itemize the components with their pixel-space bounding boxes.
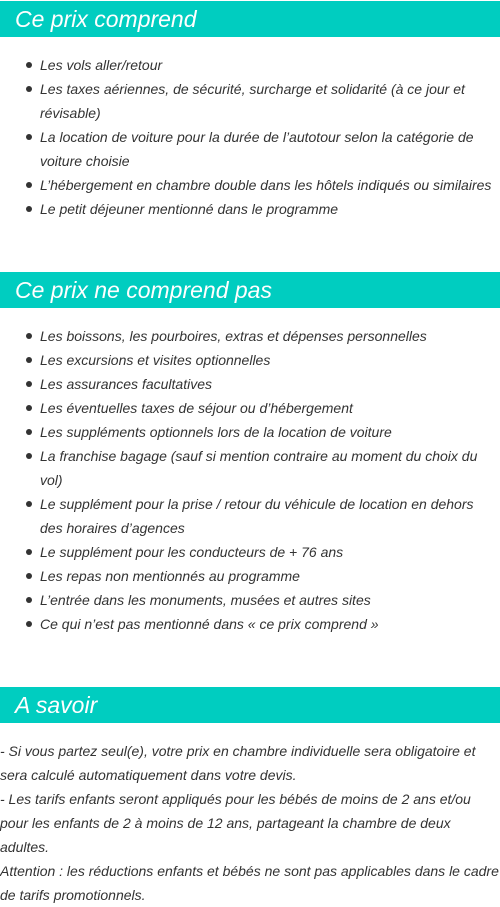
list-item: Le supplément pour les conducteurs de + 76 ans	[0, 540, 500, 564]
list-item: L’hébergement en chambre double dans les hôtels indiqués ou similaires	[0, 173, 500, 197]
list-item: Le petit déjeuner mentionné dans le programme	[0, 197, 500, 221]
not-included-list	[0, 324, 500, 636]
list-item: Les boissons, les pourboires, extras et dépenses personnelles	[0, 324, 500, 348]
list-item: Les vols aller/retour	[0, 53, 500, 77]
list-item: La location de voiture pour la durée de l’autotour selon la catégorie de voiture choisie	[0, 125, 500, 173]
info-paragraph: - Si vous partez seul(e), votre prix en chambre individuelle sera obligatoire et sera calculé automatiquement dans votre devis.	[0, 743, 476, 783]
list-item: Les taxes aériennes, de sécurité, surcharge et solidarité (à ce jour et révisable)	[0, 77, 500, 125]
list-item: La franchise bagage (sauf si mention contraire au moment du choix du vol)	[0, 444, 500, 492]
list-item: Les repas non mentionnés au programme	[0, 564, 500, 588]
section-header-not-included	[0, 272, 500, 308]
section-header-included	[0, 1, 500, 37]
a-savoir-text	[0, 739, 500, 907]
included-list	[0, 53, 500, 221]
section-title-a-savoir: A savoir	[15, 691, 98, 718]
list-item: L’entrée dans les monuments, musées et autres sites	[0, 588, 500, 612]
info-paragraph: Attention : les réductions enfants et bébés ne sont pas applicables dans le cadre de tarifs promotionnels.	[0, 863, 499, 903]
section-title-not-included: Ce prix ne comprend pas	[15, 276, 272, 303]
section-title-included: Ce prix comprend	[15, 5, 197, 32]
list-item: Le supplément pour la prise / retour du véhicule de location en dehors des horaires d’agences	[0, 492, 500, 540]
info-paragraph: - Les tarifs enfants seront appliqués pour les bébés de moins de 2 ans et/ou pour les enfants de 2 à moins de 12 ans, partageant la chambre de deux adultes.	[0, 791, 471, 855]
section-header-a-savoir	[0, 687, 500, 723]
list-item: Les éventuelles taxes de séjour ou d’hébergement	[0, 396, 500, 420]
list-item: Les excursions et visites optionnelles	[0, 348, 500, 372]
list-item: Ce qui n’est pas mentionné dans « ce prix comprend »	[0, 612, 500, 636]
list-item: Les suppléments optionnels lors de la location de voiture	[0, 420, 500, 444]
list-item: Les assurances facultatives	[0, 372, 500, 396]
